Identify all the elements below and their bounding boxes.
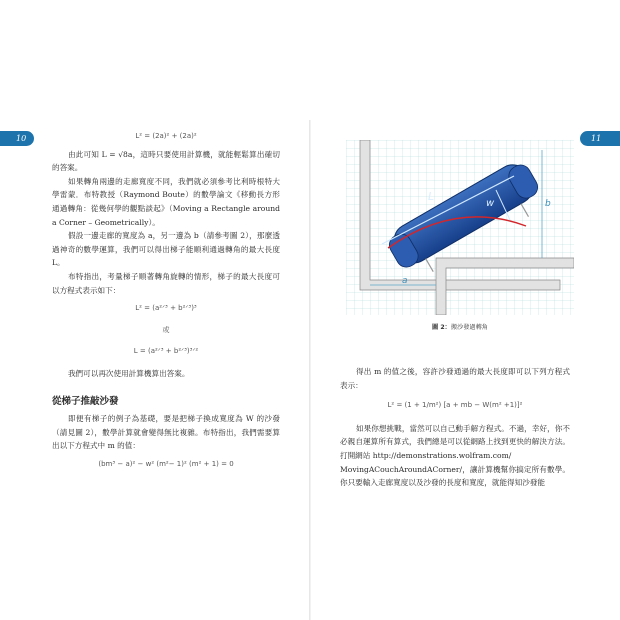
- equation-m: (bm³ − a)² − w² (m²− 1)² (m² + 1) = 0: [98, 459, 234, 468]
- label-w: w: [486, 198, 495, 209]
- or-label: 或: [162, 325, 170, 334]
- equation-boute: L = (a²ᐟ³ + b²ᐟ³)³ᐟ²: [133, 347, 199, 356]
- figure-caption: [346, 322, 574, 331]
- paragraph: 假設一邊走廊的寬度為 a，另一邊為 b（請參考圖 2），那麼透過神奇的數學運算，我們可以得出梯子能順利通過轉角的最大長度 L。: [52, 231, 280, 268]
- section-heading: 從梯子推敲沙發: [52, 395, 119, 407]
- paragraph: 布特指出，考量梯子順著轉角旋轉的情形，梯子的最大長度可以方程式表示如下：: [52, 271, 280, 295]
- paragraph: 如果轉角兩邊的走廊寬度不同，我們就必須參考比利時根特大學雷蒙．布特教授（Raymond Boute）的數學論文《移動長方形通過轉角：從幾何學的觀點談起》（Moving a Rectangle around a Corner – Geometrically）。: [52, 176, 280, 227]
- right-page-text: [340, 365, 570, 490]
- paragraph: 即便有梯子的例子為基礎，要是把梯子換成寬度為 W 的沙發（請見圖 2），數學計算就會變得無比複雜。布特指出，我們需要算出以下方程式中 m 的值：: [52, 414, 280, 451]
- left-page-text: [52, 130, 280, 471]
- equation-couch-length: L² = (1 + 1/m²) [a + mb − W(m² +1)]²: [387, 401, 523, 410]
- label-b: b: [545, 199, 551, 209]
- paragraph: 得出 m 的值之後，容許沙發通過的最大長度即可以下列方程式表示：: [340, 367, 570, 390]
- paragraph: 如果你想挑戰，當然可以自己動手解方程式。不過，幸好，你不必親自運算所有算式，我們總是可以從網路上找到更快的解決方法。打開網站 http://demonstrations.wolfram.com/: [340, 423, 570, 460]
- couch-illustration: [346, 140, 574, 315]
- label-a: a: [402, 276, 408, 286]
- paragraph: 我們可以再次使用計算機算出答案。: [67, 368, 190, 378]
- page-number-left: 10: [0, 131, 34, 146]
- page-number-right: 11: [580, 131, 620, 146]
- caption-text: 搬沙發過轉角: [450, 324, 488, 331]
- paragraph: 由此可知 L = √8a，這時只要使用計算機，就能輕鬆算出確切的答案。: [52, 149, 280, 173]
- caption-number: 圖 2：: [432, 324, 451, 331]
- equation-l-squared: L² = (2a)² + (2a)²: [135, 132, 197, 140]
- book-spine: [309, 120, 311, 620]
- figure-couch-corner: [346, 140, 574, 315]
- label-l: L: [428, 190, 435, 203]
- equation-boute-squared: L² = (a²ᐟ³ + b²ᐟ³)³: [135, 304, 197, 313]
- paragraph-url: MovingACouchAroundACorner/，讓計算機幫你搞定所有數學。你只要輸入走廊寬度以及沙發的長度和寬度，就能得知沙發能: [340, 464, 570, 488]
